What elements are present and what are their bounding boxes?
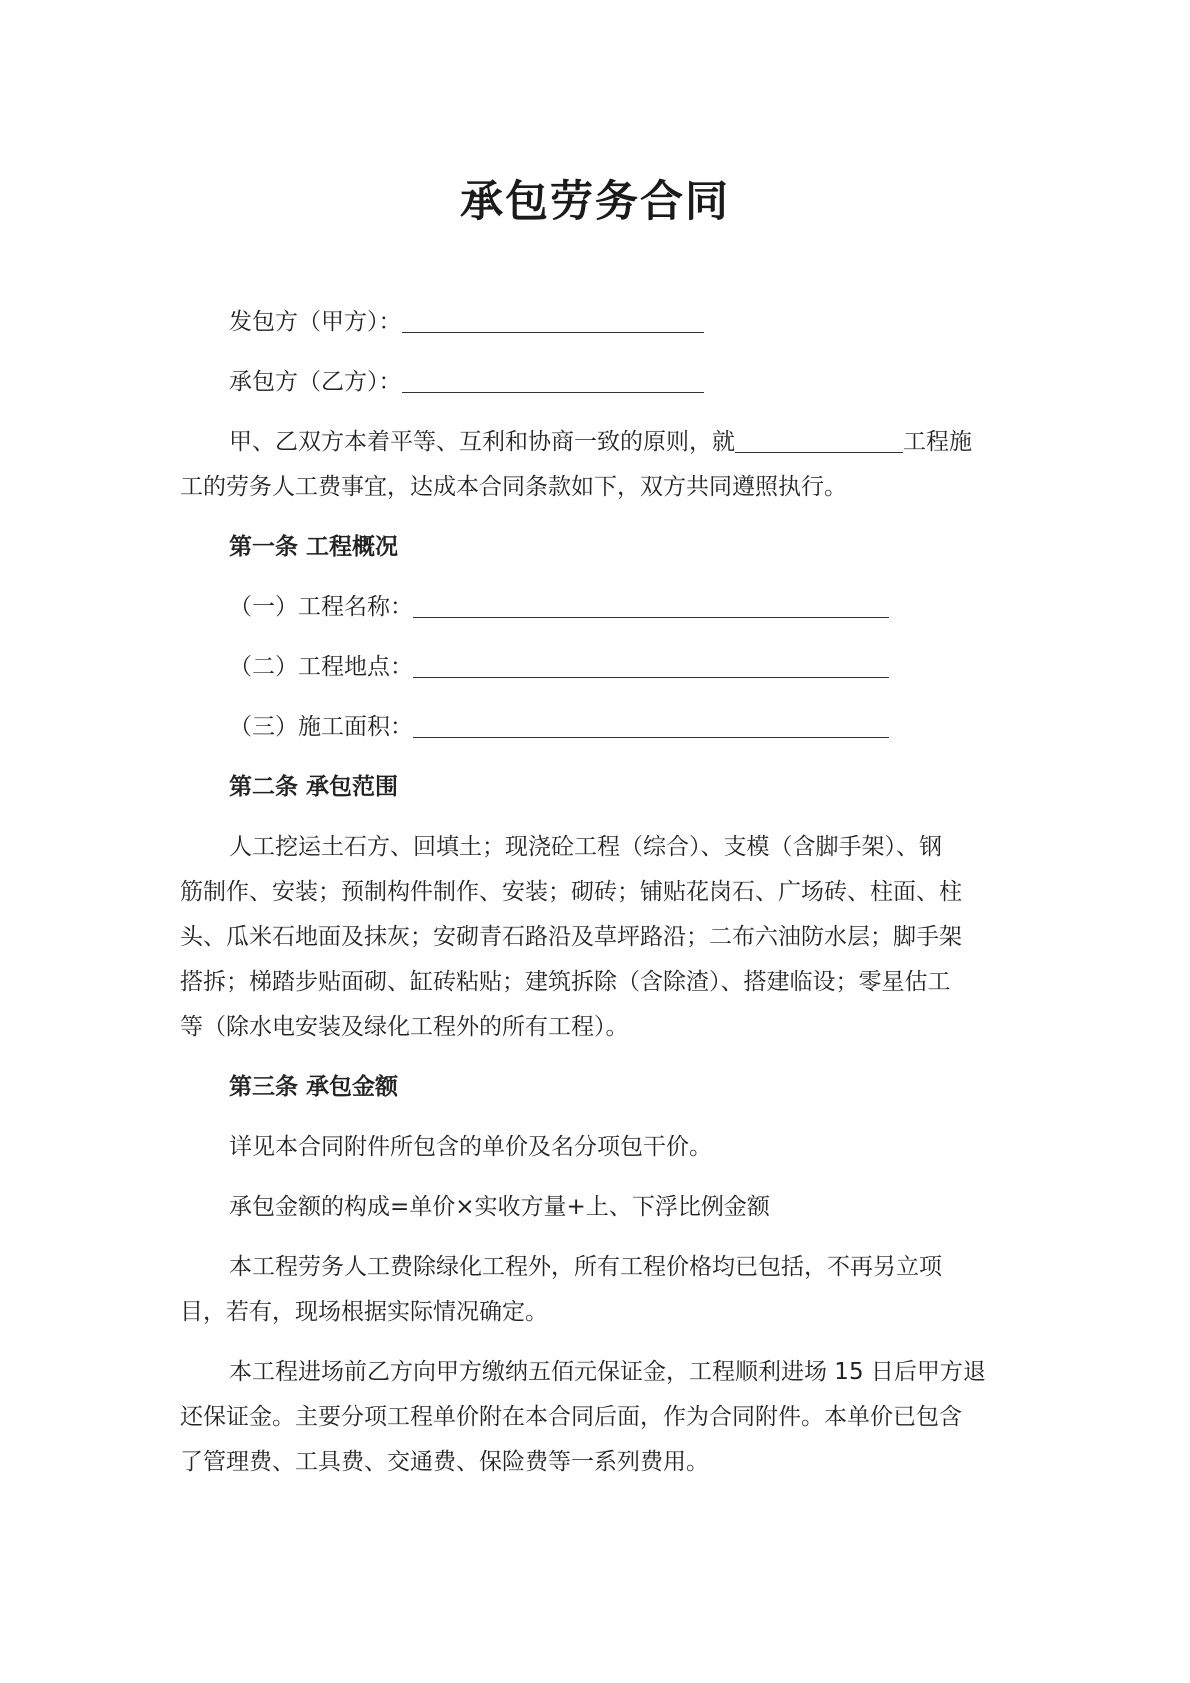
article-3-p3-line-1: 本工程劳务人工费除绿化工程外，所有工程价格均已包括，不再另立项: [229, 1254, 942, 1280]
article-2-heading: 第二条 承包范围: [229, 774, 399, 800]
project-location-line: [180, 645, 1018, 690]
article-3-paragraph-2: 承包金额的构成=单价×实收方量+上、下浮比例金额: [229, 1194, 770, 1220]
party-b-blank: [402, 360, 704, 393]
article-3-paragraph-3: [180, 1245, 1018, 1335]
project-name-blank: [735, 420, 903, 453]
article-3-heading: 第三条 承包金额: [229, 1074, 399, 1100]
article-3-p4-line-3: 了管理费、工具费、交通费、保险费等一系列费用。: [180, 1449, 709, 1475]
article-3-p3-line-2: 目，若有，现场根据实际情况确定。: [180, 1299, 548, 1325]
party-b-label: 承包方（乙方）：: [229, 369, 402, 395]
article-2-line-4: 搭拆；梯踏步贴面砌、缸砖粘贴；建筑拆除（含除渣）、搭建临设；零星估工: [180, 969, 951, 995]
intro-text-before: 甲、乙双方本着平等、互利和协商一致的原则，就: [229, 429, 735, 455]
party-a-label: 发包方（甲方）：: [229, 309, 402, 335]
project-name-field: [413, 585, 889, 618]
article-2-line-2: 筋制作、安装；预制构件制作、安装；砌砖；铺贴花岗石、广场砖、柱面、柱: [180, 879, 962, 905]
project-location-label: （二）工程地点：: [229, 654, 413, 680]
article-1-heading: 第一条 工程概况: [229, 534, 399, 560]
intro-text-after: 工程施: [903, 429, 972, 455]
construction-area-field: [413, 705, 889, 738]
project-name-line: [180, 585, 1018, 630]
document-title: 承包劳务合同: [460, 177, 730, 227]
article-3-p4-line-1: 本工程进场前乙方向甲方缴纳五佰元保证金，工程顺利进场 15 日后甲方退: [229, 1359, 986, 1385]
construction-area-label: （三）施工面积：: [229, 714, 413, 740]
project-location-field: [413, 645, 889, 678]
article-3-paragraph-1: 详见本合同附件所包含的单价及名分项包干价。: [229, 1134, 712, 1160]
document-body: [180, 300, 1018, 1485]
party-b-line: [180, 360, 1018, 405]
intro-line-2: 工的劳务人工费事宜，达成本合同条款如下，双方共同遵照执行。: [180, 474, 847, 500]
article-2-paragraph: [180, 825, 1018, 1050]
party-a-line: [180, 300, 1018, 345]
party-a-blank: [402, 300, 704, 333]
article-2-line-3: 头、瓜米石地面及抹灰；安砌青石路沿及草坪路沿；二布六油防水层；脚手架: [180, 924, 962, 950]
article-2-line-1: 人工挖运土石方、回填土；现浇砼工程（综合）、支模（含脚手架）、钢: [229, 834, 942, 860]
article-2-line-5: 等（除水电安装及绿化工程外的所有工程）。: [180, 1014, 629, 1040]
article-3-paragraph-4: [180, 1350, 1018, 1485]
construction-area-line: [180, 705, 1018, 750]
project-name-label: （一）工程名称：: [229, 594, 413, 620]
intro-line-1: [180, 420, 1018, 465]
article-3-p4-line-2: 还保证金。主要分项工程单价附在本合同后面，作为合同附件。本单价已包含: [180, 1404, 962, 1430]
